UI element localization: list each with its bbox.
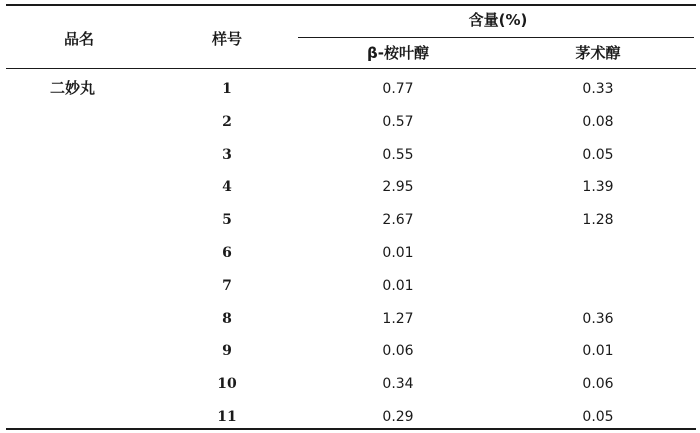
- beta-eudesmol-value: 2.95: [382, 179, 414, 196]
- header-beta-eudesmol: β-桉叶醇: [367, 44, 429, 62]
- table-top-rule: [6, 4, 696, 6]
- header-content-percent: 含量(%): [468, 11, 528, 29]
- header-bottom-rule: [6, 68, 696, 69]
- table-bottom-rule: [6, 428, 696, 430]
- header-sample-number: 样号: [211, 30, 243, 48]
- sample-number-cell: 3: [222, 146, 232, 163]
- product-name-cell: 二妙丸: [50, 79, 96, 97]
- sample-number-cell: 4: [222, 179, 232, 196]
- hinesol-value: 0.05: [582, 409, 614, 425]
- hinesol-value: 1.39: [582, 179, 614, 196]
- sample-number-cell: 7: [222, 277, 232, 294]
- beta-eudesmol-value: 0.77: [382, 81, 414, 97]
- hinesol-value: 0.08: [582, 113, 614, 130]
- beta-eudesmol-value: 2.67: [382, 212, 414, 229]
- hinesol-value: 1.28: [582, 212, 614, 229]
- beta-eudesmol-value: 0.06: [382, 343, 414, 360]
- beta-eudesmol-value: 0.29: [382, 409, 414, 425]
- sample-number-cell: 1: [222, 81, 232, 97]
- beta-eudesmol-value: 0.01: [382, 245, 414, 261]
- sample-number-cell: 5: [222, 212, 232, 229]
- hinesol-value: 0.01: [582, 343, 614, 360]
- beta-eudesmol-value: 0.01: [382, 277, 414, 294]
- beta-eudesmol-value: 1.27: [382, 310, 414, 327]
- sample-number-cell: 10: [217, 376, 237, 393]
- header-hinesol: 茅术醇: [575, 44, 621, 62]
- content-subheader-rule: [298, 37, 694, 38]
- hinesol-value: 0.33: [582, 81, 614, 97]
- hinesol-value: 0.05: [582, 146, 614, 163]
- beta-eudesmol-value: 0.34: [382, 376, 414, 393]
- beta-eudesmol-value: 0.55: [382, 146, 414, 163]
- hinesol-value: 0.06: [582, 376, 614, 393]
- sample-number-cell: 11: [217, 409, 237, 425]
- sample-number-cell: 2: [222, 113, 232, 130]
- hinesol-value: 0.36: [582, 310, 614, 327]
- beta-eudesmol-value: 0.57: [382, 113, 414, 130]
- sample-number-cell: 9: [222, 343, 232, 360]
- header-product-name: 品名: [63, 30, 95, 48]
- sample-number-cell: 8: [222, 310, 232, 327]
- sample-number-cell: 6: [222, 245, 232, 261]
